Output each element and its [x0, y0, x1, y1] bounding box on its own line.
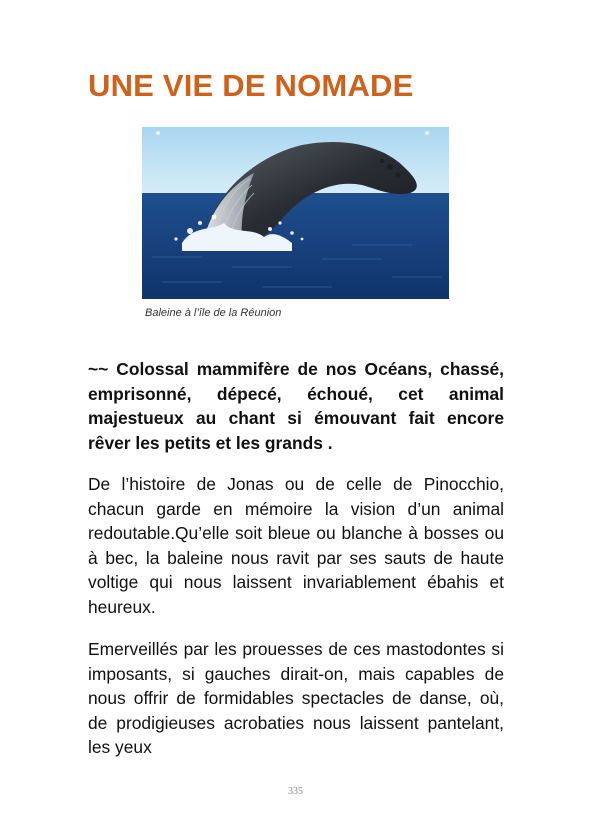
whale-breaching-image [142, 127, 449, 299]
page-number: 335 [288, 786, 303, 797]
lead-paragraph: ~~ Colossal mammifère de nos Océans, chassé, emprisonné, dépecé, échoué, cet animal majestueux au chant si émouvant fait encore rêver les petits et les grands . [88, 359, 504, 453]
page-title: UNE VIE DE NOMADE [88, 68, 414, 103]
whale-photo [142, 127, 449, 299]
photo-caption: Baleine à l’île de la Réunion [145, 307, 282, 319]
body-paragraph-1: De l’histoire de Jonas ou de celle de Pinocchio, chacun garde en mémoire la vision d’un animal redoutable.Qu’elle soit bleue ou blanche à bosses ou à bec, la baleine nous ravit par ses sauts de haute voltige qui nous laissent invariablement ébahis et heureux. [88, 474, 504, 617]
body-paragraph-2: Emerveillés par les prouesses de ces mastodontes si imposants, si gauches dirait-on, mais capables de nous offrir de formidables spectacles de danse, où, de prodigieuses acrobaties nous laissent pantelant, les yeux [88, 639, 504, 758]
